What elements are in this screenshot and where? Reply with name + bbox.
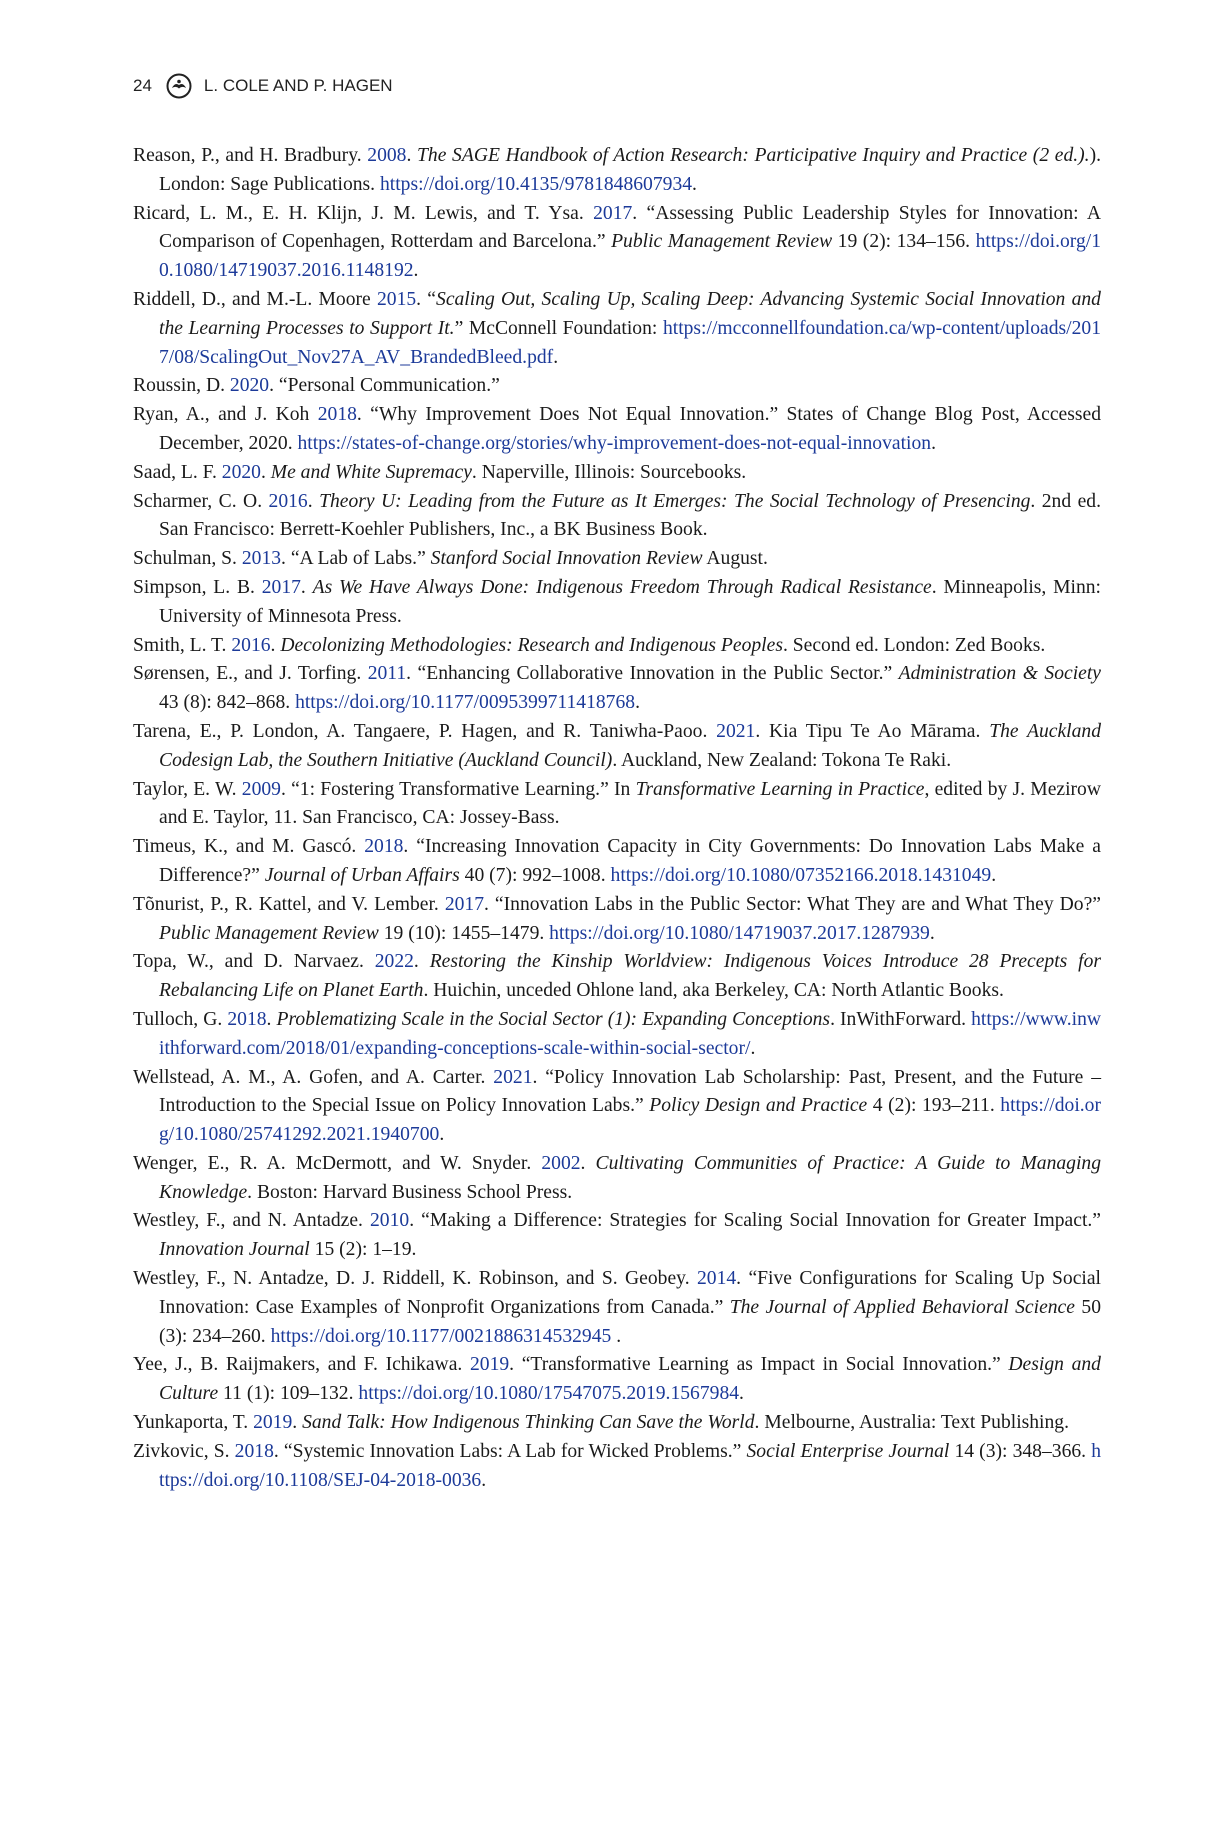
reference-text: . [406, 145, 418, 166]
reference-year-link[interactable]: 2020 [229, 375, 270, 397]
reference-text: . Auckland, New Zealand: Tokona Te Raki. [612, 749, 952, 771]
reference-text: . “Five Configurations for Scaling Up Social Innovation: Case Examples of Nonprofit Organizations from Canada.” [159, 1268, 1101, 1318]
reference-year-link[interactable]: 2018 [364, 836, 404, 858]
reference-text: 43 (8): 842–868. [159, 692, 296, 714]
reference-text: Sørensen, E., and J. Torfing. [133, 663, 368, 685]
reference-year-link[interactable]: 2017 [444, 893, 485, 915]
reference-title-italic: As We Have Always Done: Indigenous Freedom Through Radical Resistance [312, 576, 932, 598]
reference-text: . “1: Fostering Transformative Learning.” In [280, 778, 636, 800]
reference-text: 14 (3): 348–366. [949, 1440, 1092, 1462]
reference-title-italic: The Auckland Codesign Lab, the Southern Initiative (Auckland Council) [159, 720, 1102, 771]
reference-list [133, 142, 1101, 1495]
reference-year-link[interactable]: 2009 [241, 778, 281, 800]
publisher-logo-icon [166, 73, 192, 99]
reference-text: 4 (2): 193–211. [867, 1095, 1001, 1117]
reference-entry [133, 718, 1101, 776]
reference-doi-link[interactable]: https://doi.org/10.1080/14719037.2017.1287939 [549, 922, 930, 944]
reference-year-link[interactable]: 2019 [253, 1412, 293, 1434]
reference-title-italic: Policy Design and Practice [649, 1095, 868, 1117]
reference-text: Tõnurist, P., R. Kattel, and V. Lember. [133, 893, 445, 915]
reference-text: . [292, 1412, 303, 1434]
reference-text: . “Increasing Innovation Capacity in City Governments: Do Innovation Labs Make a Difference?” [159, 836, 1101, 886]
reference-text: 11 (1): 109–132. [218, 1383, 359, 1405]
reference-text: August. [702, 548, 768, 570]
reference-title-italic: Cultivating Communities of Practice: A Guide to Managing Knowledge [159, 1152, 1101, 1203]
reference-entry [133, 574, 1101, 632]
reference-text: Smith, L. T. [133, 634, 232, 656]
reference-text: . [929, 922, 935, 944]
reference-title-italic: Public Management Review [611, 231, 833, 253]
page-number: 24 [133, 76, 152, 95]
reference-text: . [553, 346, 559, 368]
reference-text: . “Making a Difference: Strategies for Scaling Social Innovation for Greater Impact.” [409, 1210, 1101, 1232]
reference-entry [133, 488, 1101, 546]
reference-text: . [991, 864, 997, 886]
reference-title-italic: Administration & Society [898, 663, 1101, 685]
reference-text: Westley, F., and N. Antadze. [133, 1210, 370, 1232]
reference-text: Ricard, L. M., E. H. Klijn, J. M. Lewis, and T. Ysa. [133, 202, 594, 224]
reference-text: . “Transformative Learning as Impact in Social Innovation.” [509, 1354, 1009, 1376]
reference-doi-link[interactable]: https://www.inwithforward.com/2018/01/expanding-conceptions-scale-within-social-sector/ [159, 1008, 1102, 1059]
reference-entry [133, 1438, 1101, 1496]
reference-entry [133, 660, 1101, 718]
reference-text: . Huichin, unceded Ohlone land, aka Berkeley, CA: North Atlantic Books. [423, 980, 1004, 1002]
reference-text: ). London: Sage Publications. [159, 145, 1102, 195]
reference-doi-link[interactable]: https://doi.org/10.1080/14719037.2016.1148192 [159, 231, 1101, 282]
reference-title-italic: Sand Talk: How Indigenous Thinking Can Save the World [302, 1412, 755, 1434]
reference-text: . [307, 490, 320, 512]
reference-title-italic: Journal of Urban Affairs [264, 864, 460, 886]
reference-text: . [260, 461, 271, 483]
reference-text: Roussin, D. [133, 375, 230, 397]
reference-title-italic: Scaling Out, Scaling Up, Scaling Deep: Advancing Systemic Social Innovation and the Learning Processes to Support It. [159, 288, 1101, 339]
reference-entry [133, 891, 1101, 949]
reference-text: . [580, 1152, 596, 1174]
reference-title-italic: Transformative Learning in Practice [635, 778, 925, 800]
reference-entry [133, 632, 1101, 661]
reference-text: Yee, J., B. Raijmakers, and F. Ichikawa. [133, 1354, 470, 1376]
reference-text: . [481, 1469, 487, 1491]
reference-year-link[interactable]: 2018 [227, 1008, 267, 1030]
reference-text: . [635, 692, 640, 714]
reference-text: . [611, 1325, 622, 1347]
reference-year-link[interactable]: 2011 [367, 663, 407, 685]
reference-title-italic: Theory U: Leading from the Future as It Emerges: The Social Technology of Presencing [319, 490, 1031, 512]
reference-text: Yunkaporta, T. [133, 1412, 254, 1434]
reference-text: . “Innovation Labs in the Public Sector: What They are and What They Do?” [484, 893, 1101, 915]
reference-title-italic: Restoring the Kinship Worldview: Indigenous Voices Introduce 28 Precepts for Rebalancing Life on Planet Earth [159, 951, 1102, 1002]
reference-text: . [300, 576, 313, 598]
reference-text: . [270, 634, 281, 656]
reference-text: . Boston: Harvard Business School Press. [247, 1181, 573, 1203]
reference-year-link[interactable]: 2020 [221, 461, 261, 483]
reference-title-italic: Me and White Supremacy [270, 461, 472, 483]
reference-text: . [266, 1008, 277, 1030]
reference-year-link[interactable]: 2017 [261, 576, 301, 598]
reference-entry [133, 1064, 1101, 1150]
running-header [133, 70, 393, 102]
reference-text: . “Policy Innovation Lab Scholarship: Past, Present, and the Future – Introduction to the Special Issue on Policy Innovation Labs.” [159, 1066, 1101, 1117]
reference-doi-link[interactable]: https://states-of-change.org/stories/why-improvement-does-not-equal-innovation [297, 432, 932, 454]
reference-year-link[interactable]: 2015 [376, 288, 417, 310]
reference-text: . “Personal Communication.” [269, 375, 500, 397]
reference-entry [133, 1207, 1101, 1265]
reference-year-link[interactable]: 2022 [374, 951, 414, 973]
reference-text: . 2nd ed. San Francisco: Berrett-Koehler Publishers, Inc., a BK Business Book. [159, 490, 1101, 541]
reference-entry [133, 286, 1101, 372]
reference-doi-link[interactable]: https://doi.org/10.4135/9781848607934 [379, 173, 693, 195]
reference-text: 50 (3): 234–260. [159, 1296, 1101, 1347]
reference-text: . Minneapolis, Minn: University of Minnesota Press. [159, 576, 1102, 627]
reference-year-link[interactable]: 2008 [367, 145, 407, 166]
reference-text: . “Systemic Innovation Labs: A Lab for Wicked Problems.” [273, 1440, 747, 1462]
reference-text: . [413, 260, 419, 282]
reference-title-italic: Design and Culture [159, 1354, 1101, 1405]
reference-year-link[interactable]: 2016 [268, 490, 308, 512]
reference-text: Tulloch, G. [133, 1008, 228, 1030]
reference-year-link[interactable]: 2002 [541, 1152, 581, 1174]
reference-text: ” McConnell Foundation: [454, 317, 663, 339]
reference-year-link[interactable]: 2014 [696, 1268, 737, 1290]
reference-entry [133, 200, 1101, 286]
reference-text: . [413, 951, 430, 973]
reference-text: Topa, W., and D. Narvaez. [133, 951, 375, 973]
reference-text: Scharmer, C. O. [133, 490, 269, 512]
reference-text: . Melbourne, Australia: Text Publishing. [754, 1412, 1069, 1434]
reference-text: . [750, 1037, 756, 1059]
reference-text: . “Enhancing Collaborative Innovation in the Public Sector.” [406, 663, 899, 685]
reference-text: Tarena, E., P. London, A. Tangaere, P. Hagen, and R. Taniwha-Paoo. [133, 720, 717, 742]
reference-entry [133, 1006, 1101, 1064]
reference-text: Schulman, S. [133, 548, 242, 570]
reference-year-link[interactable]: 2010 [370, 1210, 410, 1232]
reference-entry [133, 833, 1101, 891]
reference-doi-link[interactable]: https://doi.org/10.1080/17547075.2019.1567984 [358, 1383, 740, 1405]
reference-entry [133, 948, 1101, 1006]
reference-year-link[interactable]: 2018 [234, 1440, 274, 1462]
reference-entry [133, 776, 1101, 834]
reference-text: Taylor, E. W. [133, 778, 242, 800]
reference-text: . “ [416, 288, 437, 310]
reference-entry [133, 1409, 1101, 1438]
reference-title-italic: Innovation Journal [159, 1239, 310, 1261]
reference-doi-link[interactable]: https://doi.org/10.1080/07352166.2018.1431049 [610, 864, 992, 886]
reference-text: 19 (2): 134–156. [832, 231, 976, 253]
reference-year-link[interactable]: 2019 [469, 1354, 510, 1376]
reference-doi-link[interactable]: https://doi.org/10.1108/SEJ-04-2018-0036 [159, 1440, 1101, 1491]
reference-year-link[interactable]: 2021 [493, 1066, 533, 1088]
reference-title-italic: Stanford Social Innovation Review [430, 548, 703, 570]
reference-year-link[interactable]: 2013 [241, 548, 282, 570]
reference-text: . [931, 432, 936, 454]
reference-text: Timeus, K., and M. Gascó. [133, 836, 365, 858]
reference-entry [133, 372, 1101, 401]
reference-doi-link[interactable]: https://doi.org/10.1080/25741292.2021.1940700 [159, 1095, 1101, 1146]
reference-text: . Naperville, Illinois: Sourcebooks. [471, 461, 747, 483]
reference-title-italic: Decolonizing Methodologies: Research and Indigenous Peoples [280, 634, 783, 656]
reference-year-link[interactable]: 2017 [593, 202, 633, 224]
reference-text: . “Why Improvement Does Not Equal Innovation.” States of Change Blog Post, Accessed December, 2020. [159, 404, 1102, 454]
reference-text: Ryan, A., and J. Koh [133, 404, 318, 426]
reference-text: Reason, P., and H. Bradbury. [133, 145, 368, 166]
reference-doi-link[interactable]: https://mcconnellfoundation.ca/wp-content/uploads/2017/08/ScalingOut_Nov27A_AV_BrandedBleed.pdf [159, 317, 1101, 368]
reference-text: . Kia Tipu Te Ao Mārama. [755, 720, 990, 742]
running-head-authors: L. COLE AND P. HAGEN [203, 76, 393, 95]
reference-doi-link[interactable]: https://doi.org/10.1177/0095399711418768 [295, 692, 636, 714]
reference-text: . [692, 173, 697, 195]
reference-year-link[interactable]: 2018 [317, 404, 357, 426]
reference-title-italic: Public Management Review [159, 922, 379, 944]
reference-text: Saad, L. F. [133, 461, 222, 483]
reference-text: Riddell, D., and M.-L. Moore [133, 288, 377, 310]
reference-title-italic: The SAGE Handbook of Action Research: Participative Inquiry and Practice (2 ed.). [417, 145, 1090, 166]
reference-text: . InWithForward. [830, 1008, 972, 1030]
reference-text: Zivkovic, S. [133, 1440, 235, 1462]
reference-text: Simpson, L. B. [133, 576, 262, 598]
reference-entry [133, 401, 1101, 459]
reference-title-italic: The Journal of Applied Behavioral Science [729, 1296, 1075, 1318]
reference-entry [133, 459, 1101, 488]
reference-text: 19 (10): 1455–1479. [378, 922, 550, 944]
reference-text: . [439, 1124, 445, 1146]
reference-entry [133, 545, 1101, 574]
reference-text: . “Assessing Public Leadership Styles for Innovation: A Comparison of Copenhagen, Rotterdam and Barcelona.” [159, 202, 1101, 253]
reference-doi-link[interactable]: https://doi.org/10.1177/0021886314532945 [270, 1325, 612, 1347]
reference-text: 40 (7): 992–1008. [459, 864, 611, 886]
reference-text: . Second ed. London: Zed Books. [782, 634, 1046, 656]
reference-entry [133, 1265, 1101, 1351]
reference-entry [133, 1351, 1101, 1409]
reference-year-link[interactable]: 2016 [231, 634, 271, 656]
reference-title-italic: Problematizing Scale in the Social Sector (1): Expanding Conceptions [276, 1008, 831, 1030]
reference-text: 15 (2): 1–19. [309, 1239, 417, 1261]
reference-text: . “A Lab of Labs.” [281, 548, 431, 570]
reference-text: , edited by J. Mezirow and E. Taylor, 11. San Francisco, CA: Jossey-Bass. [159, 778, 1101, 829]
reference-text: Wellstead, A. M., A. Gofen, and A. Carter. [133, 1066, 494, 1088]
reference-entry [133, 142, 1101, 200]
reference-text: Wenger, E., R. A. McDermott, and W. Snyder. [133, 1152, 542, 1174]
reference-entry [133, 1150, 1101, 1208]
reference-text: Westley, F., N. Antadze, D. J. Riddell, K. Robinson, and S. Geobey. [133, 1268, 697, 1290]
reference-title-italic: Social Enterprise Journal [746, 1440, 950, 1462]
reference-text: . [739, 1383, 744, 1405]
reference-year-link[interactable]: 2021 [716, 720, 756, 742]
